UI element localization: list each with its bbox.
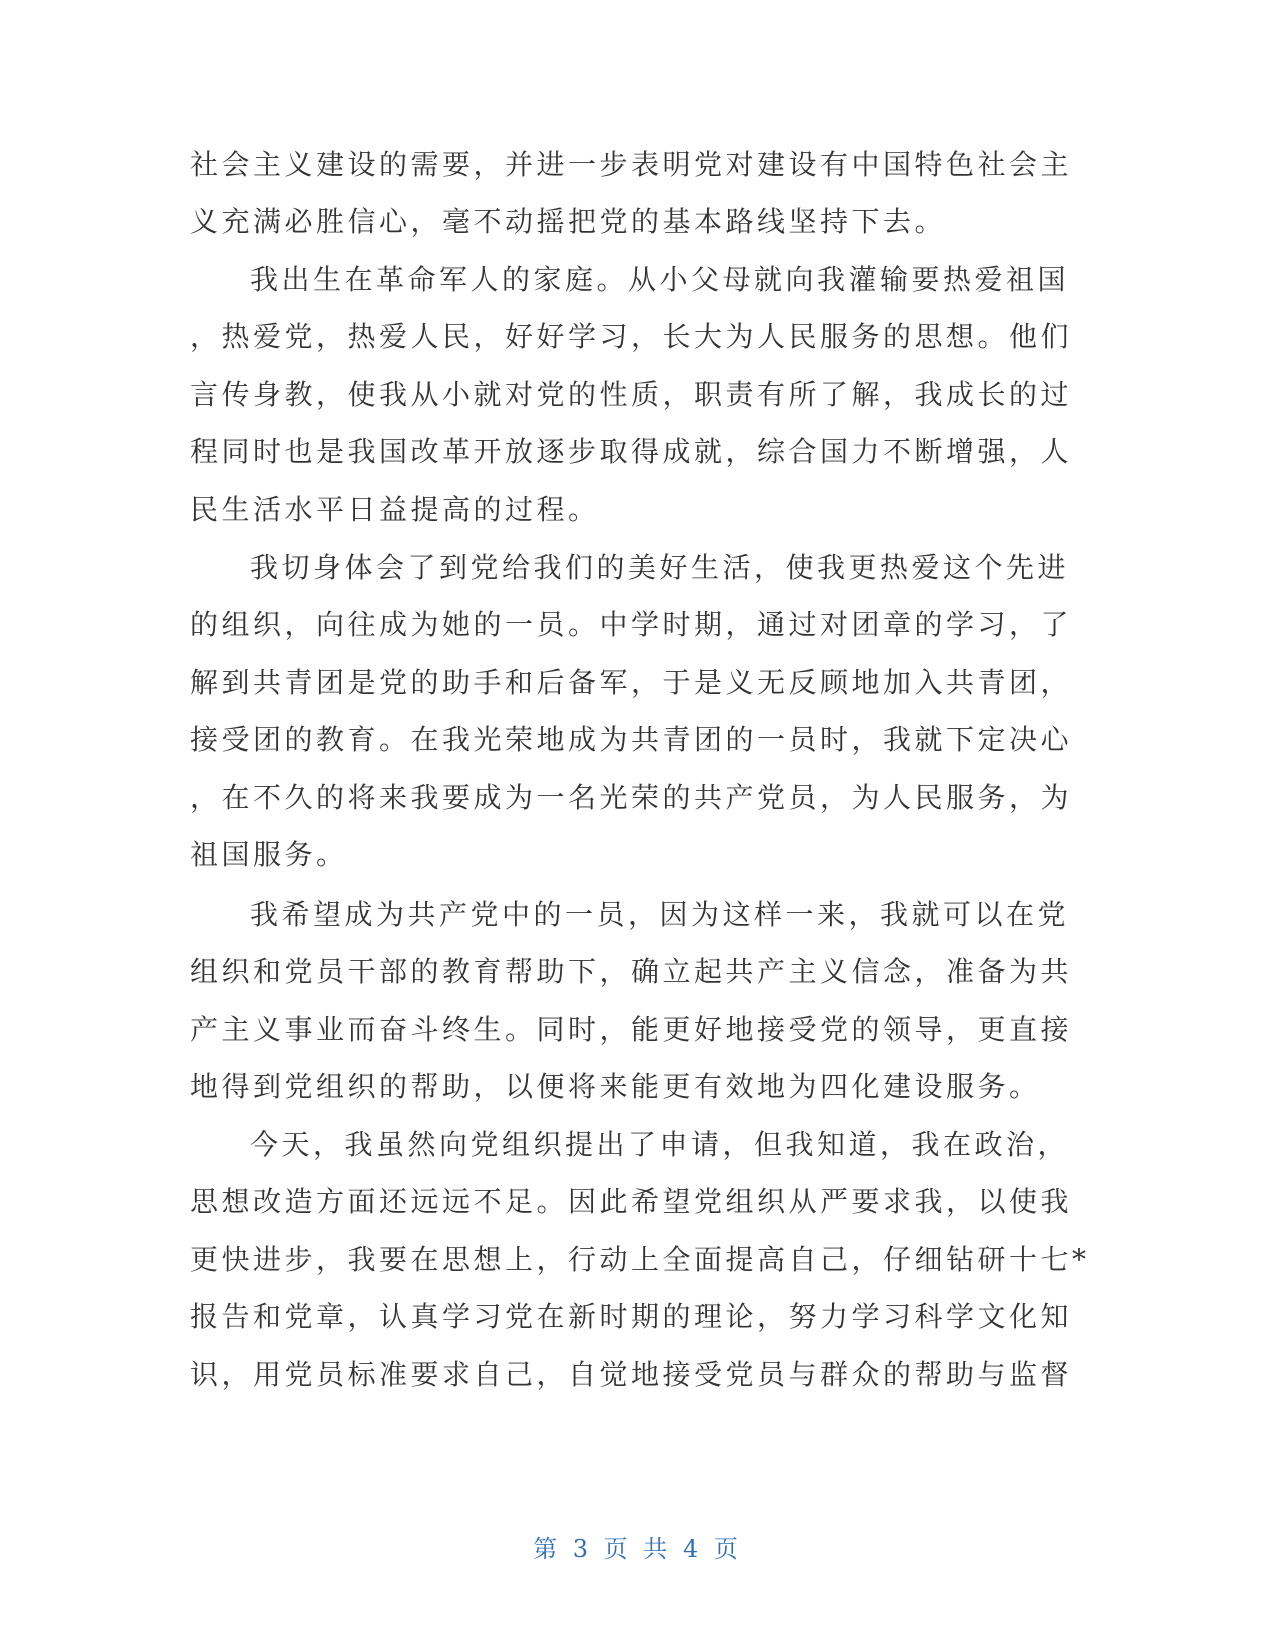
- text-line: 更快进步，我要在思想上，行动上全面提高自己，仔细钻研十七*: [190, 1243, 1090, 1276]
- text-line: 的组织，向往成为她的一员。中学时期，通过对团章的学习，了: [190, 608, 1073, 641]
- page-number-footer: [0, 1534, 1275, 1564]
- current-page-number: 3: [572, 1535, 593, 1563]
- text-line: 报告和党章，认真学习党在新时期的理论，努力学习科学文化知: [190, 1300, 1073, 1333]
- paragraph-first-line: 今天，我虽然向党组织提出了申请，但我知道，我在政治，: [250, 1128, 1070, 1161]
- text-line: 组织和党员干部的教育帮助下，确立起共产主义信念，准备为共: [190, 955, 1073, 988]
- text-line: 义充满必胜信心，毫不动摇把党的基本路线坚持下去。: [190, 205, 947, 238]
- text-line: 识，用党员标准要求自己，自觉地接受党员与群众的帮助与监督: [190, 1358, 1073, 1391]
- page-label-prefix: 第: [533, 1535, 562, 1563]
- text-line: 思想改造方面还远远不足。因此希望党组织从严要求我，以使我: [190, 1185, 1073, 1218]
- total-pages-number: 4: [682, 1535, 703, 1563]
- text-line: 社会主义建设的需要，并进一步表明党对建设有中国特色社会主: [190, 148, 1073, 181]
- text-line: 产主义事业而奋斗终生。同时，能更好地接受党的领导，更直接: [190, 1013, 1073, 1046]
- text-line: ，在不久的将来我要成为一名光荣的共产党员，为人民服务，为: [190, 781, 1073, 814]
- text-line: ，热爱党，热爱人民，好好学习，长大为人民服务的思想。他们: [190, 320, 1073, 353]
- page-label-suffix: 页: [713, 1535, 742, 1563]
- paragraph-first-line: 我切身体会了到党给我们的美好生活，使我更热爱这个先进: [250, 551, 1070, 584]
- text-line: 解到共青团是党的助手和后备军，于是义无反顾地加入共青团，: [190, 666, 1073, 699]
- text-line: 程同时也是我国改革开放逐步取得成就，综合国力不断增强，人: [190, 435, 1073, 468]
- text-line: 祖国服务。: [190, 838, 348, 871]
- text-line: 民生活水平日益提高的过程。: [190, 493, 600, 526]
- text-line: 接受团的教育。在我光荣地成为共青团的一员时，我就下定决心: [190, 723, 1073, 756]
- paragraph-first-line: 我出生在革命军人的家庭。从小父母就向我灌输要热爱祖国: [250, 263, 1070, 296]
- text-line: 言传身教，使我从小就对党的性质，职责有所了解，我成长的过: [190, 378, 1073, 411]
- page-label-mid: 页 共: [603, 1535, 672, 1563]
- paragraph-first-line: 我希望成为共产党中的一员，因为这样一来，我就可以在党: [250, 898, 1070, 931]
- text-line: 地得到党组织的帮助，以便将来能更有效地为四化建设服务。: [190, 1070, 1041, 1103]
